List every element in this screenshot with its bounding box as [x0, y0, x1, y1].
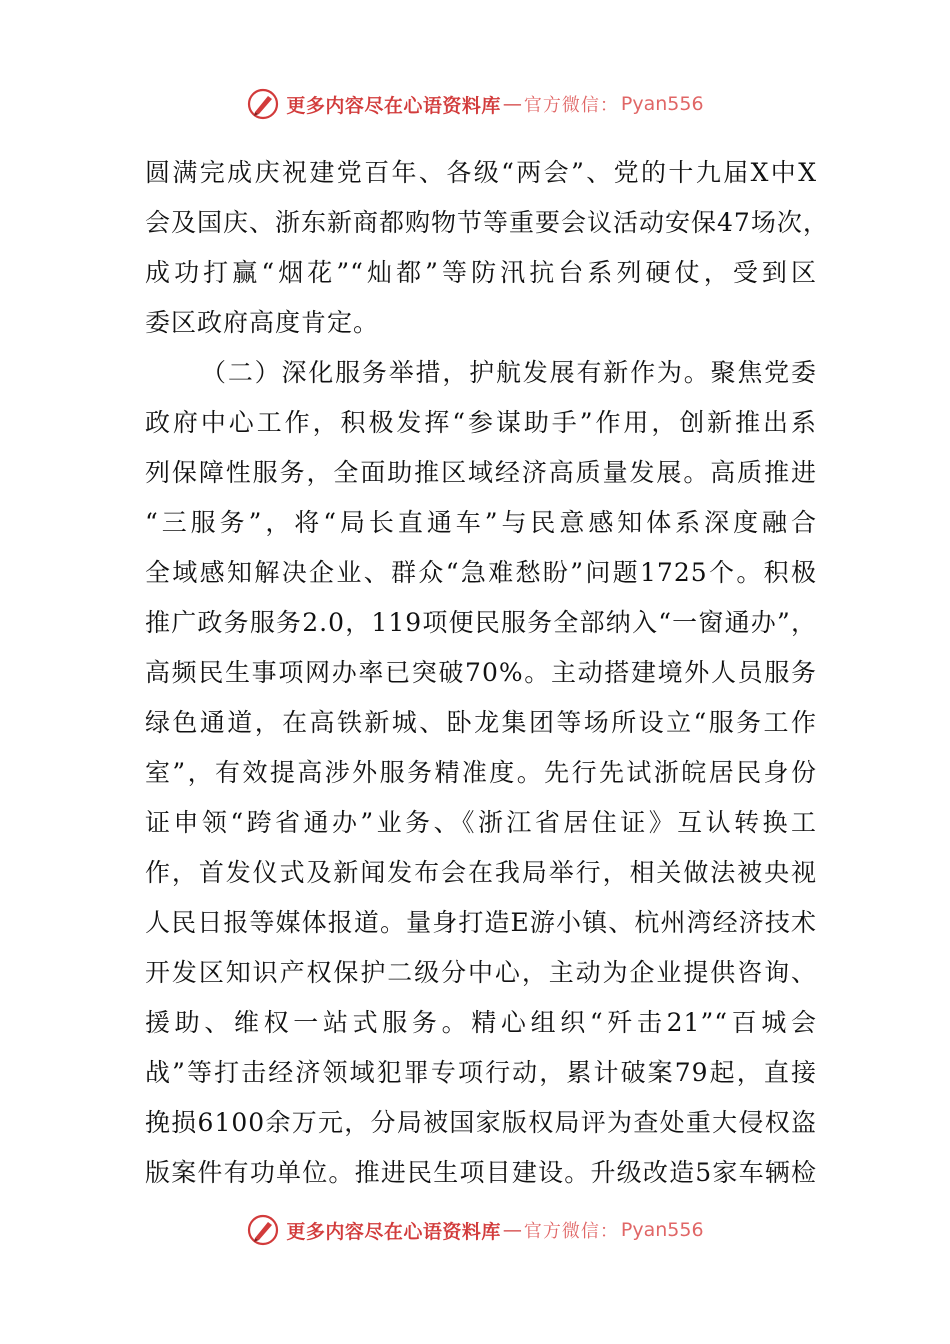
text-line: 绿色通道，在高铁新城、卧龙集团等场所设立“服务工作 [145, 708, 817, 737]
text-line: 推广政务服务2.0，119项便民服务全部纳入“一窗通办”， [145, 608, 817, 637]
watermark-wechat-label: 官方微信： [523, 1221, 619, 1242]
text-line: 开发区知识产权保护二级分中心，主动为企业提供咨询、 [145, 958, 817, 987]
text-line: 圆满完成庆祝建党百年、各级“两会”、党的十九届X中X [145, 158, 817, 187]
watermark-wechat-id: Pyan556 [620, 1219, 704, 1241]
text-line: 会及国庆、浙东新商都购物节等重要会议活动安保47场次， [145, 208, 829, 237]
watermark-wechat-label: 官方微信： [523, 95, 619, 116]
text-line: 人民日报等媒体报道。量身打造E游小镇、杭州湾经济技术 [145, 908, 817, 937]
footer-watermark [0, 1210, 950, 1250]
pen-circle-logo-icon [246, 1213, 280, 1247]
text-line: 证申领“跨省通办”业务、《浙江省居住证》互认转换工 [145, 808, 817, 837]
watermark-dash: — [502, 1219, 522, 1241]
section-heading-line: （二）深化服务举措，护航发展有新作为。聚焦党委 [201, 358, 817, 387]
text-line: 列保障性服务，全面助推区域经济高质量发展。高质推进 [145, 458, 817, 487]
text-line: 室”，有效提高涉外服务精准度。先行先试浙皖居民身份 [145, 758, 817, 787]
watermark-dash: — [502, 93, 522, 115]
text-line: 作，首发仪式及新闻发布会在我局举行，相关做法被央视 [145, 858, 817, 887]
text-line: 高频民生事项网办率已突破70%。主动搭建境外人员服务 [145, 658, 817, 687]
text-line: 援助、维权一站式服务。精心组织“歼击21”“百城会 [145, 1008, 817, 1037]
text-line: 战”等打击经济领域犯罪专项行动，累计破案79起，直接 [145, 1058, 817, 1087]
document-body [145, 148, 829, 1198]
header-watermark [0, 84, 950, 124]
text-line: 挽损6100余万元，分局被国家版权局评为查处重大侵权盗 [145, 1108, 817, 1137]
text-line: 版案件有功单位。推进民生项目建设。升级改造5家车辆检 [145, 1158, 817, 1187]
text-line: “三服务”，将“局长直通车”与民意感知体系深度融合 [145, 508, 817, 537]
pen-circle-logo-icon [246, 87, 280, 121]
text-line: 成功打赢“烟花”“灿都”等防汛抗台系列硬仗，受到区 [145, 258, 817, 287]
watermark-main-text: 更多内容尽在心语资料库 [286, 94, 501, 117]
text-line: 全域感知解决企业、群众“急难愁盼”问题1725个。积极 [145, 558, 817, 587]
text-line: 政府中心工作，积极发挥“参谋助手”作用，创新推出系 [145, 408, 817, 437]
watermark-main-text: 更多内容尽在心语资料库 [286, 1220, 501, 1243]
text-line: 委区政府高度肯定。 [145, 308, 380, 337]
watermark-wechat-id: Pyan556 [620, 93, 704, 115]
